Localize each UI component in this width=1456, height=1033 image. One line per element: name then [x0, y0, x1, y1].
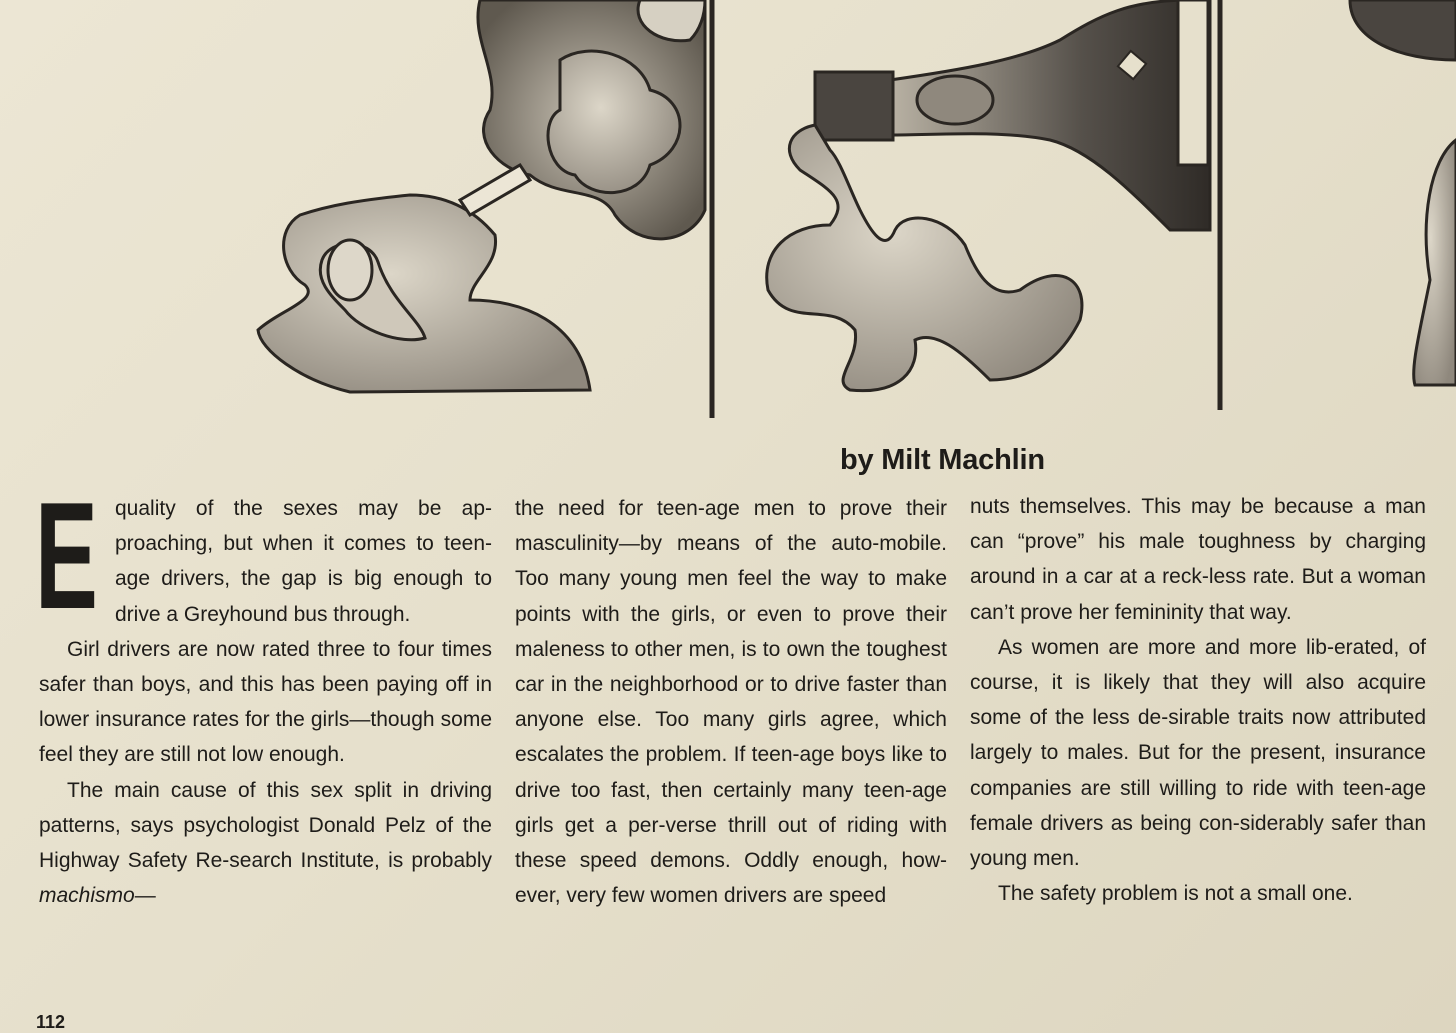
dash: — [134, 884, 156, 908]
paragraph: nuts themselves. This may be because a man can “prove” his male toughness by charging around in a car at a reck-less rate. But a woman can’t prove her femininity that way. [970, 495, 1426, 624]
figure-fragment-icon [1350, 0, 1456, 385]
bottle-icon [815, 0, 1210, 230]
italic-term: machismo [39, 884, 135, 908]
paragraph: The safety problem is not a small one. [998, 882, 1353, 906]
poured-liquid-icon [767, 125, 1082, 391]
paragraph-text: The main cause of this sex split in driving patterns, says psychologist Donald Pelz of the Highway Safety Re-search Institute, is probably [39, 778, 492, 873]
byline: by Milt Machlin [840, 444, 1045, 476]
paragraph: Girl drivers are now rated three to four times safer than boys, and this has been paying off in lower insurance rates for the girls—though some feel they are still not low enough. [39, 637, 492, 767]
smoke-cloud-icon [478, 0, 705, 239]
paragraph: As women are more and more lib-erated, of course, it is likely that they will also acquire some of the less de-sirable traits now attributed largely to males. But for the present, insurance companies are still willing to ride with teen-age female drivers as being con-siderably safer than young men. [970, 635, 1426, 871]
paragraph [39, 773, 492, 914]
page-number: 112 [36, 1012, 66, 1032]
paragraph: the need for teen-age men to prove their masculinity—by means of the auto-mobile. Too many young men feel the way to make points with the girls, or even to prove their maleness to other men, is to own the toughest car in the neighborhood or to drive faster than anyone else. Too many girls agree, which escalates the problem. If teen-age boys like to drive too fast, then certainly many teen-age girls get a per-verse thrill out of riding with these speed demons. Oddly enough, how-ever, very few women drivers are speed [515, 497, 947, 908]
article-illustration [0, 0, 1456, 425]
article-column-3 [970, 489, 1426, 911]
drop-cap: E [35, 471, 98, 641]
hand-icon [258, 195, 590, 392]
article-column-1 [35, 471, 492, 913]
article-column-2 [515, 491, 947, 913]
paragraph [35, 471, 492, 641]
cigarette-icon [460, 165, 530, 215]
paragraph-text: quality of the sexes may be ap-proaching, but when it comes to teen-age drivers, the gap is big enough to drive a Greyhound bus through. [115, 497, 492, 626]
